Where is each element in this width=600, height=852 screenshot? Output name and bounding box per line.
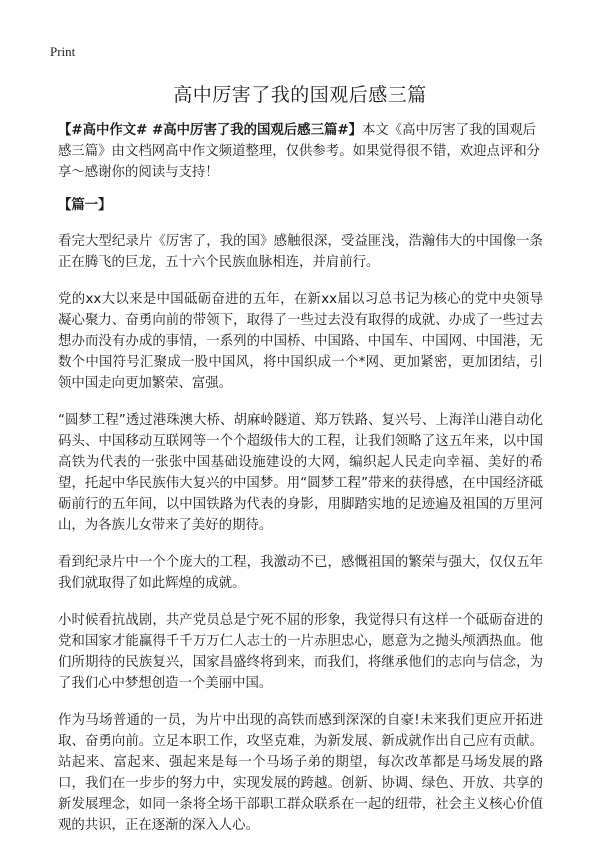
body-paragraph-1: 看完大型纪录片《厉害了，我的国》感触很深，受益匪浅，浩瀚伟大的中国像一条正在腾飞的巨龙，五十六个民族血脉相连，并肩前行。 bbox=[58, 234, 543, 270]
print-label: Print bbox=[50, 44, 76, 59]
document-body bbox=[58, 120, 543, 852]
body-paragraph-4: 看到纪录片中一个个庞大的工程，我激动不已，感慨祖国的繁荣与强大，仅仅五年我们就取得了如此辉煌的成就。 bbox=[58, 555, 543, 591]
document-title: 高中厉害了我的国观后感三篇 bbox=[173, 84, 427, 106]
body-paragraph-2: 党的xx大以来是中国砥砺奋进的五年，在新xx届以习总书记为核心的党中央领导凝心聚力、奋勇向前的带领下，取得了一些过去没有取得的成就、办成了一些过去想办而没有办成的事情，一系列的中国桥、中国路、中国车、中国网、中国港，无数个中国符号汇聚成一股中国风，将中国织成一个*网、更加紧密，更加团结，引领中国走向更加繁荣、富强。 bbox=[58, 292, 543, 391]
intro-paragraph bbox=[58, 120, 543, 183]
body-paragraph-6: 作为马场普通的一员，为片中出现的高铁而感到深深的自豪!未来我们更应开拓进取、奋勇向前。立足本职工作，攻坚克难，为新发展、新成就作出自己应有贡献。站起来、富起来、强起来是每一个马场子弟的期望，每次改革都是马场发展的路口，我们在一步步的努力中，实现发展的跨越。创新、协调、绿色、开放、共享的新发展理念，如同一条将全场干部职工群众联系在一起的纽带，社会主义核心价值观的共识，正在逐渐的深入人心。 bbox=[58, 713, 543, 833]
intro-text: 本文《高中厉害了我的国观后感三篇》由文档网高中作文频道整理，仅供参考。如果觉得很不错，欢迎点评和分享～感谢你的阅读与支持！ bbox=[58, 123, 541, 180]
intro-tag: 【#高中作文# #高中厉害了我的国观后感三篇#】 bbox=[58, 123, 362, 138]
body-paragraph-5: 小时候看抗战剧，共产党员总是宁死不屈的形象，我觉得只有这样一个砥砺奋进的党和国家才能赢得千千万万仁人志士的一片赤胆忠心，愿意为之抛头颅洒热血。他们所期待的民族复兴，国家昌盛终将到来，而我们，将继承他们的志向与信念，为了我们心中梦想创造一个美丽中国。 bbox=[58, 613, 543, 691]
body-paragraph-3: “圆梦工程”透过港珠澳大桥、胡麻岭隧道、郑万铁路、复兴号、上海洋山港自动化码头、中国移动互联网等一个个超级伟大的工程，让我们领略了这五年来，以中国高铁为代表的一张张中国基础设施建设的大网，编织起人民走向幸福、美好的希望，托起中华民族伟大复兴的中国梦。用“圆梦工程”带来的获得感，在中国经济砥砺前行的五年间，以中国铁路为代表的身影，用脚踏实地的足迹遍及祖国的万里河山，为各族儿女带来了美好的期待。 bbox=[58, 413, 543, 533]
section-heading: 【篇一】 bbox=[58, 198, 112, 213]
